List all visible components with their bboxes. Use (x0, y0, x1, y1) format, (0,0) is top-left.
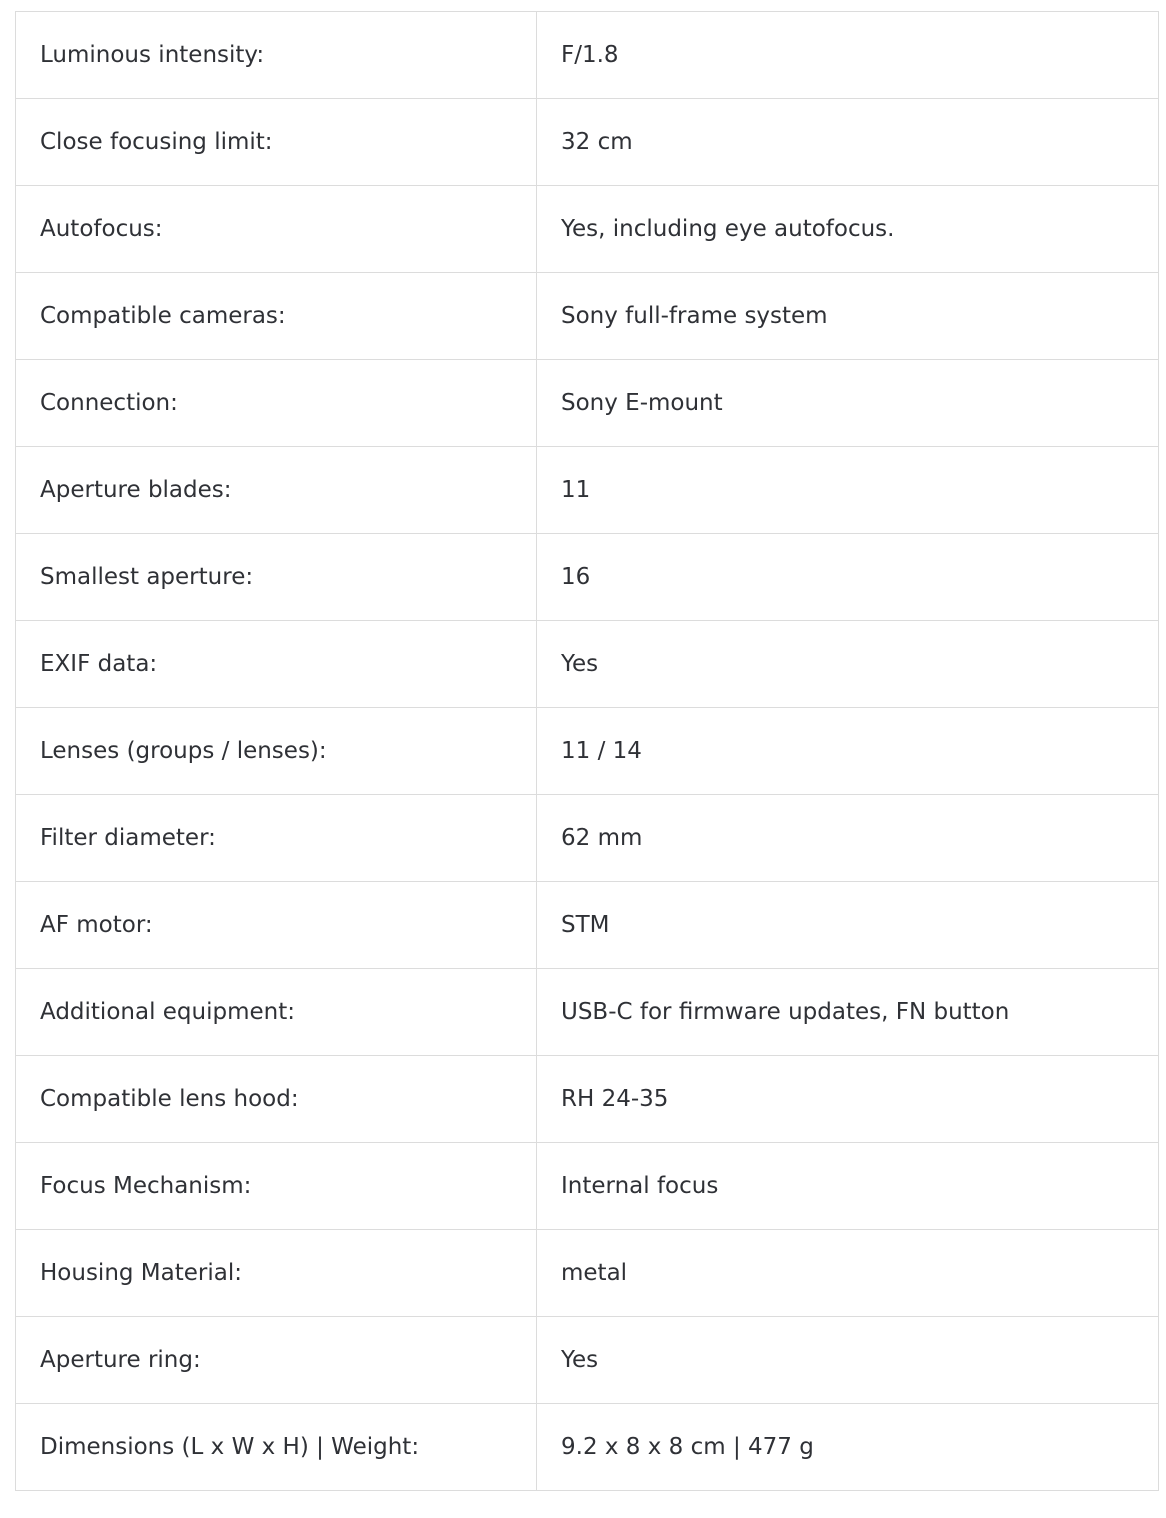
spec-label: Aperture ring: (16, 1317, 537, 1404)
spec-label: Lenses (groups / lenses): (16, 708, 537, 795)
spec-value: Sony E-mount (537, 360, 1159, 447)
spec-label: Connection: (16, 360, 537, 447)
spec-value: 9.2 x 8 x 8 cm | 477 g (537, 1404, 1159, 1491)
table-row (16, 882, 1159, 969)
spec-value: Internal focus (537, 1143, 1159, 1230)
spec-label: Filter diameter: (16, 795, 537, 882)
table-row (16, 447, 1159, 534)
spec-value: 11 (537, 447, 1159, 534)
table-row (16, 1317, 1159, 1404)
table-row (16, 795, 1159, 882)
table-row (16, 534, 1159, 621)
table-row (16, 360, 1159, 447)
table-row (16, 1143, 1159, 1230)
spec-label: Dimensions (L x W x H) | Weight: (16, 1404, 537, 1491)
table-row (16, 1056, 1159, 1143)
spec-value: Yes, including eye autofocus. (537, 186, 1159, 273)
spec-value: RH 24-35 (537, 1056, 1159, 1143)
spec-label: EXIF data: (16, 621, 537, 708)
table-row (16, 99, 1159, 186)
spec-value: 62 mm (537, 795, 1159, 882)
table-row (16, 273, 1159, 360)
spec-value: metal (537, 1230, 1159, 1317)
table-row (16, 708, 1159, 795)
table-row (16, 969, 1159, 1056)
spec-value: Yes (537, 1317, 1159, 1404)
table-row (16, 186, 1159, 273)
spec-label: Luminous intensity: (16, 12, 537, 99)
spec-value: 11 / 14 (537, 708, 1159, 795)
spec-label: Autofocus: (16, 186, 537, 273)
spec-label: Compatible lens hood: (16, 1056, 537, 1143)
spec-label: Focus Mechanism: (16, 1143, 537, 1230)
spec-value: Yes (537, 621, 1159, 708)
spec-value: 16 (537, 534, 1159, 621)
spec-value: STM (537, 882, 1159, 969)
table-row (16, 1230, 1159, 1317)
spec-table (15, 11, 1159, 1491)
spec-value: Sony full-frame system (537, 273, 1159, 360)
table-row (16, 621, 1159, 708)
spec-label: Close focusing limit: (16, 99, 537, 186)
spec-value: 32 cm (537, 99, 1159, 186)
spec-value: F/1.8 (537, 12, 1159, 99)
table-row (16, 1404, 1159, 1491)
spec-label: Aperture blades: (16, 447, 537, 534)
spec-label: Additional equipment: (16, 969, 537, 1056)
spec-label: Compatible cameras: (16, 273, 537, 360)
table-row (16, 12, 1159, 99)
spec-label: Smallest aperture: (16, 534, 537, 621)
spec-label: AF motor: (16, 882, 537, 969)
spec-value: USB-C for firmware updates, FN button (537, 969, 1159, 1056)
spec-table-body (16, 12, 1159, 1491)
spec-label: Housing Material: (16, 1230, 537, 1317)
